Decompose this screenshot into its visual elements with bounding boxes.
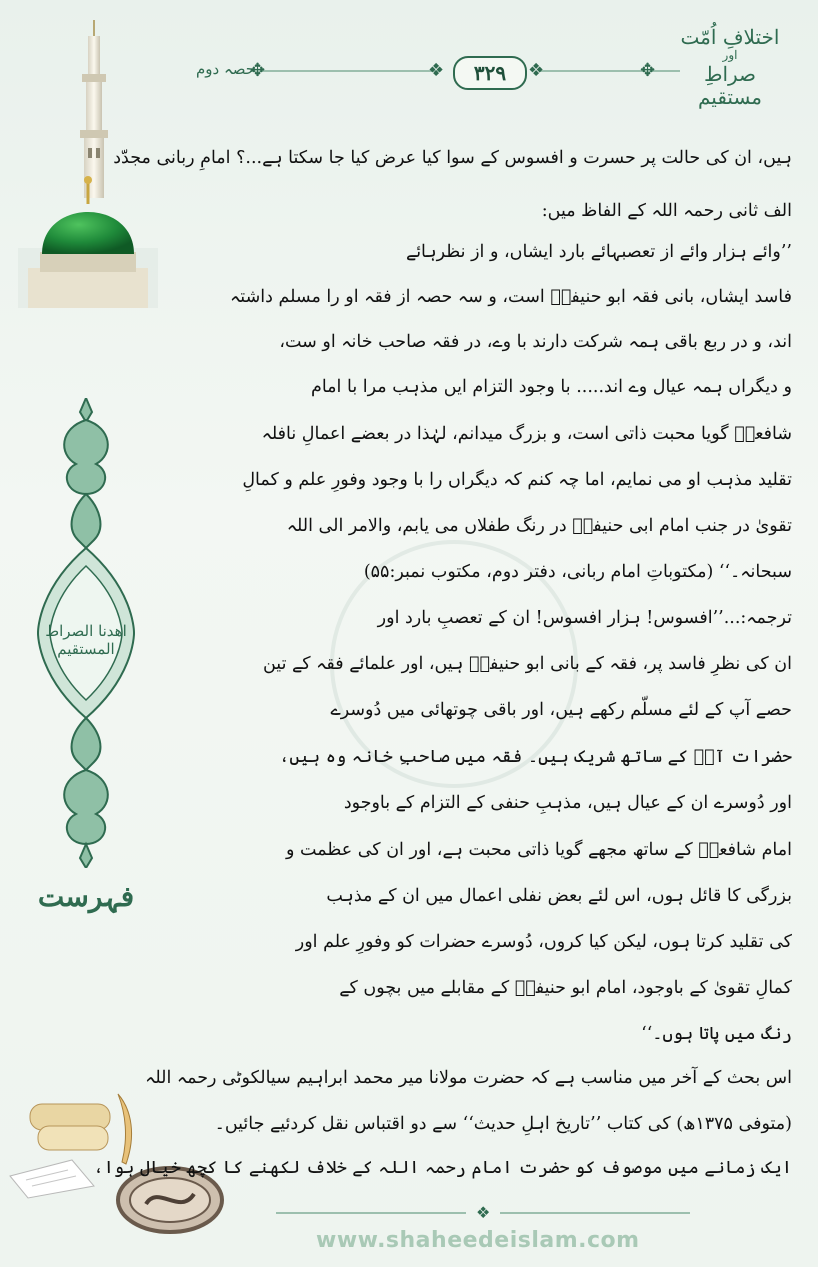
book-title [670, 26, 790, 109]
text-line: و دیگراں ہمہ عیال وے اند..... با وجود التزام ایں مذہب مرا با امام [311, 377, 792, 397]
footer-rule-right [500, 1212, 690, 1214]
text-line: فاسد ایشاں، بانی فقہ ابو حنیفہؒ است، و سہ حصہ از فقہ او را مسلم داشتہ [230, 287, 792, 307]
website-url[interactable]: www.shaheedeislam.com [316, 1228, 640, 1253]
text-line: امام شافعیؒ کے ساتھ مجھے گویا ذاتی محبت ہے، اور ان کی عظمت و [286, 840, 792, 860]
text-line: ایک زمانے میں موصوف کو حضرت امام رحمہ اللہ کے خلاف لکھنے کا کچھ خیال ہوا، [93, 1158, 792, 1178]
text-line: (متوفی ۱۳۷۵ھ) کی کتاب ’’تاریخ اہلِ حدیث‘‘ سے دو اقتباس نقل کردئیے جائیں۔ [214, 1114, 792, 1134]
book-title-line2: اور [722, 48, 738, 62]
header-rule-left [250, 70, 440, 72]
index-link[interactable]: فہرست [37, 880, 135, 913]
ornament-icon: ❖ [528, 60, 545, 81]
ornament-icon: ❖ [476, 1203, 491, 1222]
text-line: بزرگی کا قائل ہوں، اس لئے بعض نفلی اعمال میں ان کے مذہب [326, 886, 792, 906]
text-line: تقلید مذہب او می نمایم، اما چہ کنم کہ دیگراں را با وجود وفورِ علم و کمالِ [242, 470, 792, 490]
ornament-icon: ❖ [428, 60, 445, 81]
header-rule-right [540, 70, 680, 72]
text-line: ہیں، ان کی حالت پر حسرت و افسوس کے سوا کیا عرض کیا جا سکتا ہے...؟ امامِ ربانی مجدّد [113, 148, 792, 168]
text-line: شافعیؒ گویا محبت ذاتی است، و بزرگ میدانم، لہٰذا در بعضے اعمالِ نافلہ [261, 424, 792, 444]
text-line: ’’وائے ہزار وائے از تعصبہائے بارد ایشاں، و از نظرہائے [405, 242, 792, 262]
text-line: رنگ میں پاتا ہوں۔‘‘ [641, 1024, 792, 1044]
text-line: کی تقلید کرتا ہوں، لیکن کیا کروں، دُوسرے حضرات کو وفورِ علم اور [295, 932, 792, 952]
text-line: سبحانہ۔‘‘ (مکتوباتِ امام ربانی، دفتر دوم، مکتوب نمبر:۵۵) [363, 562, 792, 582]
text-line: اند، و در ربع باقی ہمہ شرکت دارند با وے، در فقہ صاحب خانہ او ست، [279, 332, 792, 352]
page-number: ۳۲۹ [453, 56, 527, 90]
text-line: اور دُوسرے ان کے عیال ہیں، مذہبِ حنفی کے التزام کے باوجود [343, 793, 792, 813]
text-line: ترجمہ:...’’افسوس! ہزار افسوس! ان کے تعصبِ بارد اور [377, 608, 792, 628]
text-line: الف ثانی رحمہ اللہ کے الفاظ میں: [541, 201, 792, 221]
book-title-line1: اختلافِ اُمّت [680, 25, 780, 49]
part-label: حصہ دوم [196, 60, 256, 78]
text-line: تقویٰ در جنب امام ابی حنیفہؒ در رنگ طفلاں می یابم، والامر الی اللہ [286, 516, 792, 536]
text-line: اس بحث کے آخر میں مناسب ہے کہ حضرت مولانا میر محمد ابراہیم سیالکوٹی رحمہ اللہ [145, 1068, 792, 1088]
text-line: ان کی نظرِ فاسد پر، فقہ کے بانی ابو حنیفہؒ ہیں، اور علمائے فقہ کے تین [262, 654, 792, 674]
medallion-text: اھدنا الصراط المستقیم [45, 622, 127, 658]
book-title-line3: صراطِ مستقیم [697, 61, 763, 109]
footer-rule-left [276, 1212, 466, 1214]
text-line: حضرات آپؒ کے ساتھ شریک ہیں۔ فقہ میں صاحبِ خانہ وہ ہیں، [279, 747, 792, 767]
ornament-icon: ✥ [640, 60, 656, 81]
ornament-icon: ✥ [250, 60, 266, 81]
text-line: حصے آپ کے لئے مسلّم رکھے ہیں، اور باقی چوتھائی میں دُوسرے [330, 700, 792, 720]
text-line: کمالِ تقویٰ کے باوجود، امام ابو حنیفہؒ کے مقابلے میں بچوں کے [339, 978, 792, 998]
